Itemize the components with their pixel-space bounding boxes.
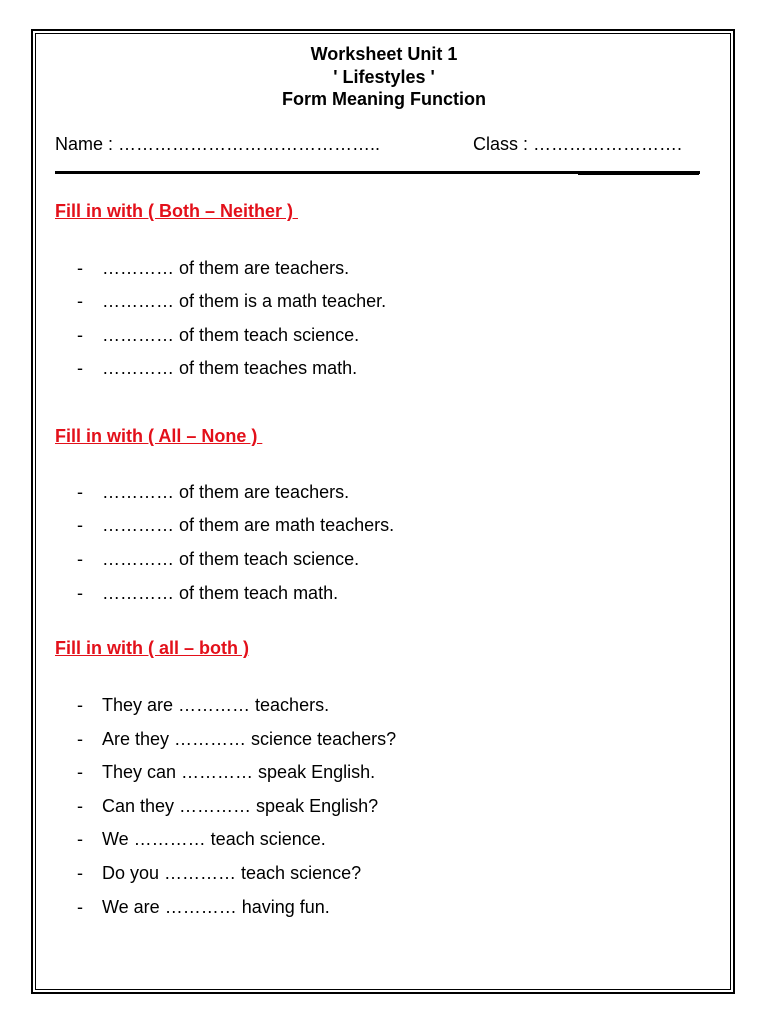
worksheet-topic: ' Lifestyles ' — [333, 67, 435, 87]
bullet-dash: - — [77, 863, 83, 883]
list-item-text: ………… of them are teachers. — [102, 258, 350, 278]
bullet-dash: - — [77, 796, 83, 816]
list-item — [77, 357, 357, 379]
bullet-dash: - — [77, 482, 83, 502]
list-item — [77, 481, 349, 503]
list-item-text: Do you ………… teach science? — [102, 863, 362, 883]
section-title-both-neither: Fill in with ( Both – Neither ) — [55, 201, 298, 221]
list-item-text: We ………… teach science. — [102, 829, 326, 849]
worksheet-subtitle: Form Meaning Function — [282, 89, 486, 109]
bullet-dash: - — [77, 897, 83, 917]
section-title-all-both: Fill in with ( all – both ) — [55, 638, 249, 658]
list-item-text: Can they ………… speak English? — [102, 796, 379, 816]
bullet-dash: - — [77, 729, 83, 749]
list-item-text: They are ………… teachers. — [102, 695, 330, 715]
list-item — [77, 290, 386, 312]
list-item-text: ………… of them teach math. — [102, 583, 339, 603]
list-item-text: ………… of them is a math teacher. — [102, 291, 387, 311]
list-item — [77, 514, 394, 536]
list-item — [77, 728, 396, 750]
bullet-dash: - — [77, 695, 83, 715]
list-item — [77, 582, 338, 604]
list-item — [77, 828, 326, 850]
list-item — [77, 257, 349, 279]
list-item — [77, 896, 330, 918]
bullet-dash: - — [77, 291, 83, 311]
worksheet-title: Worksheet Unit 1 — [310, 44, 458, 64]
list-item-text: ………… of them teaches math. — [102, 358, 358, 378]
bullet-dash: - — [77, 583, 83, 603]
list-item — [77, 761, 375, 783]
bullet-dash: - — [77, 258, 83, 278]
bullet-dash: - — [77, 325, 83, 345]
bullet-dash: - — [77, 549, 83, 569]
section-title-all-none: Fill in with ( All – None ) — [55, 426, 263, 446]
list-item — [77, 694, 329, 716]
list-item-text: They can ………… speak English. — [102, 762, 376, 782]
header-divider-accent — [578, 173, 699, 175]
list-item-text: We are ………… having fun. — [102, 897, 330, 917]
list-item — [77, 862, 361, 884]
list-item-text: ………… of them teach science. — [102, 549, 360, 569]
name-field: Name : …………………………………….. — [55, 134, 381, 154]
class-field: Class : ……………………. — [473, 134, 683, 154]
list-item-text: ………… of them teach science. — [102, 325, 360, 345]
list-item — [77, 548, 359, 570]
list-item-text: Are they ………… science teachers? — [102, 729, 397, 749]
bullet-dash: - — [77, 829, 83, 849]
list-item — [77, 324, 359, 346]
list-item-text: ………… of them are teachers. — [102, 482, 350, 502]
bullet-dash: - — [77, 762, 83, 782]
list-item — [77, 795, 378, 817]
bullet-dash: - — [77, 358, 83, 378]
bullet-dash: - — [77, 515, 83, 535]
list-item-text: ………… of them are math teachers. — [102, 515, 395, 535]
